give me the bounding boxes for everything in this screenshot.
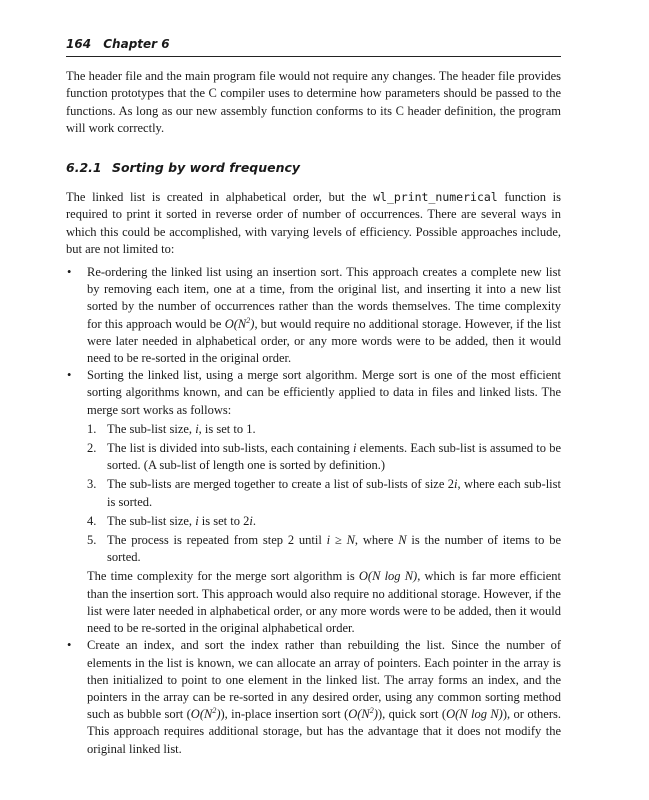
math-complexity: $O(N^2)$ bbox=[348, 705, 378, 722]
bullet-icon: • bbox=[67, 638, 72, 653]
math-exponent: 2 bbox=[246, 315, 251, 325]
math-complexity: O(N log N) bbox=[446, 707, 503, 722]
step-item: 4. The sub-list size, i is set to 2i. bbox=[87, 513, 561, 530]
item-text: , but would require no additional storage. However, if the list were later needed in alphabetical order, or any more words were to be added, then it would need to be re-sorted in the original order. bbox=[87, 316, 561, 366]
item-text: ), or others. This approach requires additional storage, but has the advantage that it does not modify the original linked list. bbox=[87, 707, 561, 756]
item-text: ), quick sort ( bbox=[377, 707, 447, 722]
book-page bbox=[66, 36, 561, 758]
step-item: 2. The list is divided into sub-lists, each containing i elements. Each sub-list is assumed to be sorted. (A sub-list of length one is sorted by definition.) bbox=[87, 441, 561, 473]
math-variable: i bbox=[195, 421, 199, 436]
step-item: 5. The process is repeated from step 2 until i ≥ N, where N is the number of items to be sorted. bbox=[87, 533, 561, 565]
step-item: 1. The sub-list size, i, is set to 1. bbox=[87, 421, 561, 438]
section-title: Sorting by word frequency bbox=[111, 160, 301, 176]
bullet-icon: • bbox=[67, 368, 72, 383]
item-text: Re-ordering the linked list using an insertion sort. This approach creates a complete new list by removing each item, one at a time, from the original list, and inserting it into a new list sorted by the number of occurrences rather than the words themselves. The time complexity for this approach would be bbox=[87, 265, 561, 331]
math-variable: i bbox=[249, 513, 253, 528]
math-variable: i bbox=[352, 441, 357, 456]
running-header bbox=[66, 36, 561, 57]
step-number: 2. bbox=[87, 441, 97, 456]
list-item-index-sort bbox=[66, 637, 561, 757]
step-number: 5. bbox=[87, 533, 97, 548]
section-heading bbox=[66, 159, 561, 176]
list-item-merge-sort bbox=[66, 367, 561, 637]
paragraph-text: function is required to print it sorted in reverse order of number of occurrences. There are several ways in which this could be accomplished, with varying levels of efficiency. Possible approaches include, but are not limited to: bbox=[66, 190, 561, 256]
math-exponent: 2 bbox=[369, 705, 374, 715]
math-complexity: $O(N^2)$ bbox=[190, 705, 221, 722]
step-number: 1. bbox=[87, 421, 97, 436]
item-text: ), in-place insertion sort ( bbox=[220, 707, 349, 722]
approaches-list bbox=[66, 264, 561, 758]
intro-paragraph: The header file and the main program file would not require any changes. The header file provides function prototypes that the C compiler uses to determine how parameters should be passed to the functions. As long as our new assembly function conforms to its C header definition, the program will work correctly. bbox=[66, 69, 561, 135]
step-item: 3. The sub-lists are merged together to create a list of sub-lists of size 2i, where each sub-list is sorted. bbox=[87, 477, 561, 509]
math-variable: i bbox=[454, 477, 458, 492]
item-text: Create an index, and sort the index rather than rebuilding the list. Since the number of elements in the list is known, we can allocate an array of pointers. Each pointer in the array is then initialized to point to one element in the linked list. The array forms an index, and the pointers in the array can be re-sorted in any desired order, using any common sorting method such as bubble sort ( bbox=[87, 638, 561, 722]
page-number: 164 bbox=[66, 37, 92, 51]
step-number: 3. bbox=[87, 477, 97, 492]
list-item-insertion-sort bbox=[66, 264, 561, 367]
paragraph-text: The linked list is created in alphabetical order, but the bbox=[66, 190, 374, 205]
merge-sort-summary: The time complexity for the merge sort algorithm is O(N log N), which is far more efficient than the insertion sort. This approach would also require no additional storage. However, if the list were later needed in alphabetical order, or any more words were to be added, then it would need to be re-sorted in the original alphabetical order. bbox=[87, 569, 562, 636]
step-number: 4. bbox=[87, 513, 97, 528]
section-paragraph bbox=[66, 189, 561, 258]
math-variable: N bbox=[398, 533, 407, 548]
merge-sort-steps bbox=[87, 421, 561, 567]
math-complexity: $O(N^2)$ bbox=[224, 315, 255, 331]
chapter-label: Chapter 6 bbox=[103, 37, 170, 51]
math-variable: i bbox=[195, 513, 199, 528]
math-condition: i ≥ N bbox=[326, 533, 355, 548]
function-name-code: wl_print_numerical bbox=[373, 190, 498, 205]
section-number: 6.2.1 bbox=[66, 160, 102, 176]
math-exponent: 2 bbox=[212, 705, 217, 715]
bullet-icon: • bbox=[67, 265, 72, 280]
item-text: Sorting the linked list, using a merge sort algorithm. Merge sort is one of the most efficient sorting algorithms known, and can be efficiently applied to data in files and linked lists. The merge sort works as follows: bbox=[87, 368, 561, 417]
math-complexity: O(N log N) bbox=[358, 569, 418, 584]
